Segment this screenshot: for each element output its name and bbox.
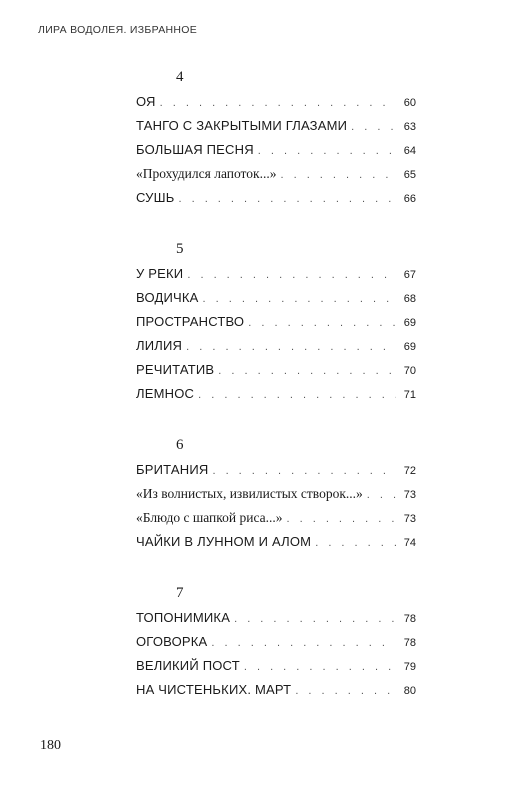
entry-title: ОЯ [136,94,156,109]
dot-leader [211,631,396,655]
toc-entry[interactable] [136,90,416,114]
section-number: 7 [176,585,184,601]
entry-title: ТАНГО С ЗАКРЫТЫМИ ГЛАЗАМИ [136,118,348,133]
running-head: ЛИРА ВОДОЛЕЯ. ИЗБРАННОЕ [38,24,198,36]
entry-page-number: 71 [403,389,416,401]
entry-title: «Прохудился лапоток...» [136,166,277,181]
toc-entry[interactable] [136,162,416,186]
dot-leader [280,163,396,187]
entry-page-number: 65 [403,169,416,181]
entry-page-number: 69 [403,317,416,329]
dot-leader [295,679,396,703]
entry-page-number: 70 [403,365,416,377]
toc-entry[interactable] [136,630,416,654]
toc-entry[interactable] [136,262,416,286]
entry-page-number: 79 [403,661,416,673]
dot-leader [218,359,396,383]
entry-title: ЧАЙКИ В ЛУННОМ И АЛОМ [136,534,312,549]
dot-leader [315,531,396,555]
entry-page-number: 63 [403,121,416,133]
dot-leader [178,187,396,211]
dot-leader [187,263,396,287]
entry-title: ВОДИЧКА [136,290,199,305]
entry-title: ЛИЛИЯ [136,338,183,353]
toc-entry[interactable] [136,334,416,358]
entry-page-number: 66 [403,193,416,205]
toc-entry[interactable] [136,382,416,406]
dot-leader [258,139,396,163]
dot-leader [186,335,396,359]
entry-page-number: 67 [403,269,416,281]
toc-entry[interactable] [136,606,416,630]
entry-page-number: 73 [403,513,416,525]
toc-entry[interactable] [136,138,416,162]
toc-entry[interactable] [136,286,416,310]
dot-leader [286,507,396,531]
table-of-contents [136,66,416,730]
toc-entry[interactable] [136,310,416,334]
toc-entry[interactable] [136,678,416,702]
entry-title: СУШЬ [136,190,175,205]
entry-title: ПРОСТРАНСТВО [136,314,245,329]
dot-leader [244,655,396,679]
entry-title: ОГОВОРКА [136,634,208,649]
section-number: 4 [176,69,184,85]
entry-title: НА ЧИСТЕНЬКИХ. МАРТ [136,682,292,697]
entry-title: БОЛЬШАЯ ПЕСНЯ [136,142,254,157]
entry-title: ТОПОНИМИКА [136,610,231,625]
toc-entry[interactable] [136,186,416,210]
entry-page-number: 80 [403,685,416,697]
dot-leader [351,115,396,139]
entry-title: «Блюдо с шапкой риса...» [136,510,283,525]
entry-title: ЛЕМНОС [136,386,195,401]
entry-page-number: 72 [403,465,416,477]
entry-title: ВЕЛИКИЙ ПОСТ [136,658,240,673]
entry-page-number: 68 [403,293,416,305]
entry-page-number: 78 [403,637,416,649]
toc-section [136,66,416,210]
entry-title: РЕЧИТАТИВ [136,362,215,377]
toc-entry[interactable] [136,482,416,506]
entry-page-number: 74 [403,537,416,549]
entry-title: «Из волнистых, извилистых створок...» [136,486,363,501]
dot-leader [248,311,396,335]
toc-section [136,582,416,702]
dot-leader [160,91,396,115]
dot-leader [203,287,396,311]
dot-leader [234,607,396,631]
entry-title: У РЕКИ [136,266,184,281]
dot-leader [212,459,396,483]
entry-page-number: 78 [403,613,416,625]
toc-entry[interactable] [136,530,416,554]
toc-section [136,238,416,406]
section-number: 6 [176,437,184,453]
toc-entry[interactable] [136,506,416,530]
toc-entry[interactable] [136,114,416,138]
toc-entry[interactable] [136,458,416,482]
entry-page-number: 69 [403,341,416,353]
entry-title: БРИТАНИЯ [136,462,209,477]
page-number: 180 [40,738,61,753]
dot-leader [367,483,396,507]
toc-section [136,434,416,554]
entry-page-number: 60 [403,97,416,109]
entry-page-number: 73 [403,489,416,501]
section-number: 5 [176,241,184,257]
entry-page-number: 64 [403,145,416,157]
toc-entry[interactable] [136,358,416,382]
dot-leader [198,383,396,407]
toc-entry[interactable] [136,654,416,678]
